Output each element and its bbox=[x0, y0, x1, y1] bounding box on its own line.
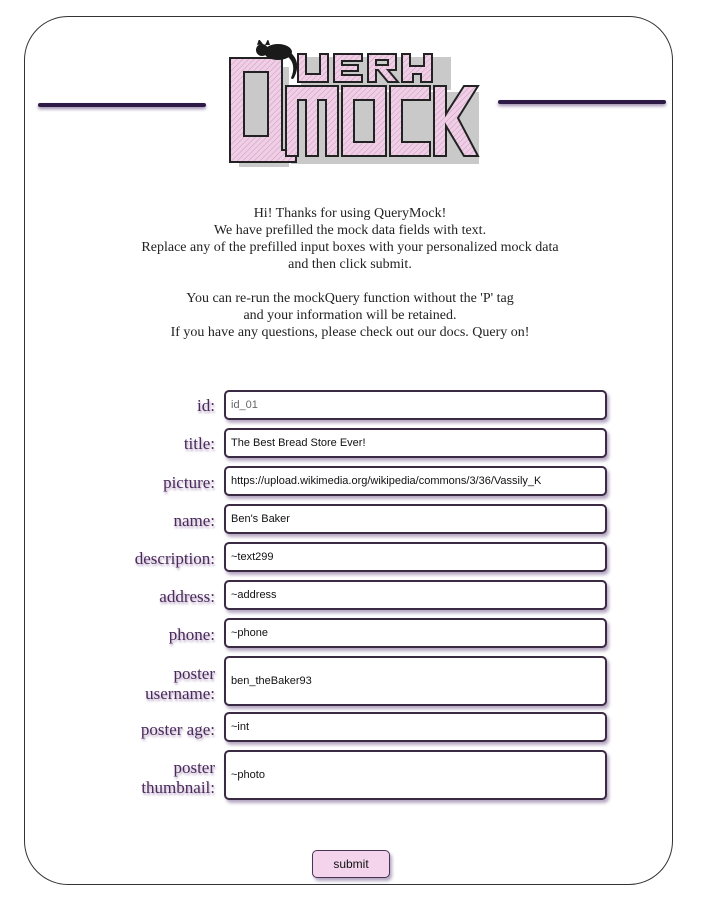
picture-label: picture: bbox=[163, 473, 215, 492]
poster-username-label-line1: poster bbox=[173, 664, 215, 683]
name-label: name: bbox=[173, 511, 215, 530]
poster-username-label-line2: username: bbox=[145, 684, 215, 703]
poster-username-label bbox=[145, 664, 215, 704]
poster-thumbnail-label bbox=[141, 758, 215, 798]
querymock-logo bbox=[222, 40, 484, 180]
phone-label: phone: bbox=[168, 625, 215, 644]
name-input[interactable] bbox=[224, 504, 607, 534]
intro-line: and then click submit. bbox=[288, 257, 412, 272]
id-label: id: bbox=[197, 396, 215, 415]
intro-line: You can re-run the mockQuery function without the 'P' tag bbox=[186, 291, 514, 306]
decorative-line-right bbox=[498, 100, 666, 104]
intro-text bbox=[60, 205, 640, 341]
poster-thumbnail-label-line2: thumbnail: bbox=[141, 778, 215, 797]
address-input[interactable] bbox=[224, 580, 607, 610]
title-input[interactable] bbox=[224, 428, 607, 458]
decorative-line-left bbox=[38, 103, 206, 107]
phone-input[interactable] bbox=[224, 618, 607, 648]
intro-line: and your information will be retained. bbox=[243, 308, 457, 323]
poster-username-input[interactable] bbox=[224, 656, 607, 706]
description-label: description: bbox=[134, 549, 215, 568]
poster-thumbnail-input[interactable] bbox=[224, 750, 607, 800]
poster-thumbnail-label-line1: poster bbox=[173, 758, 215, 777]
intro-line: If you have any questions, please check out our docs. Query on! bbox=[170, 325, 530, 340]
address-label: address: bbox=[159, 587, 215, 606]
submit-button[interactable]: submit bbox=[312, 850, 390, 878]
poster-age-label: poster age: bbox=[140, 720, 215, 739]
intro-line: We have prefilled the mock data fields with text. bbox=[213, 223, 487, 238]
title-label: title: bbox=[183, 434, 215, 453]
description-input[interactable] bbox=[224, 542, 607, 572]
intro-line: Replace any of the prefilled input boxes with your personalized mock data bbox=[141, 240, 559, 255]
intro-line: Hi! Thanks for using QueryMock! bbox=[253, 206, 447, 221]
picture-input[interactable] bbox=[224, 466, 607, 496]
poster-age-input[interactable] bbox=[224, 712, 607, 742]
id-input[interactable] bbox=[224, 390, 607, 420]
